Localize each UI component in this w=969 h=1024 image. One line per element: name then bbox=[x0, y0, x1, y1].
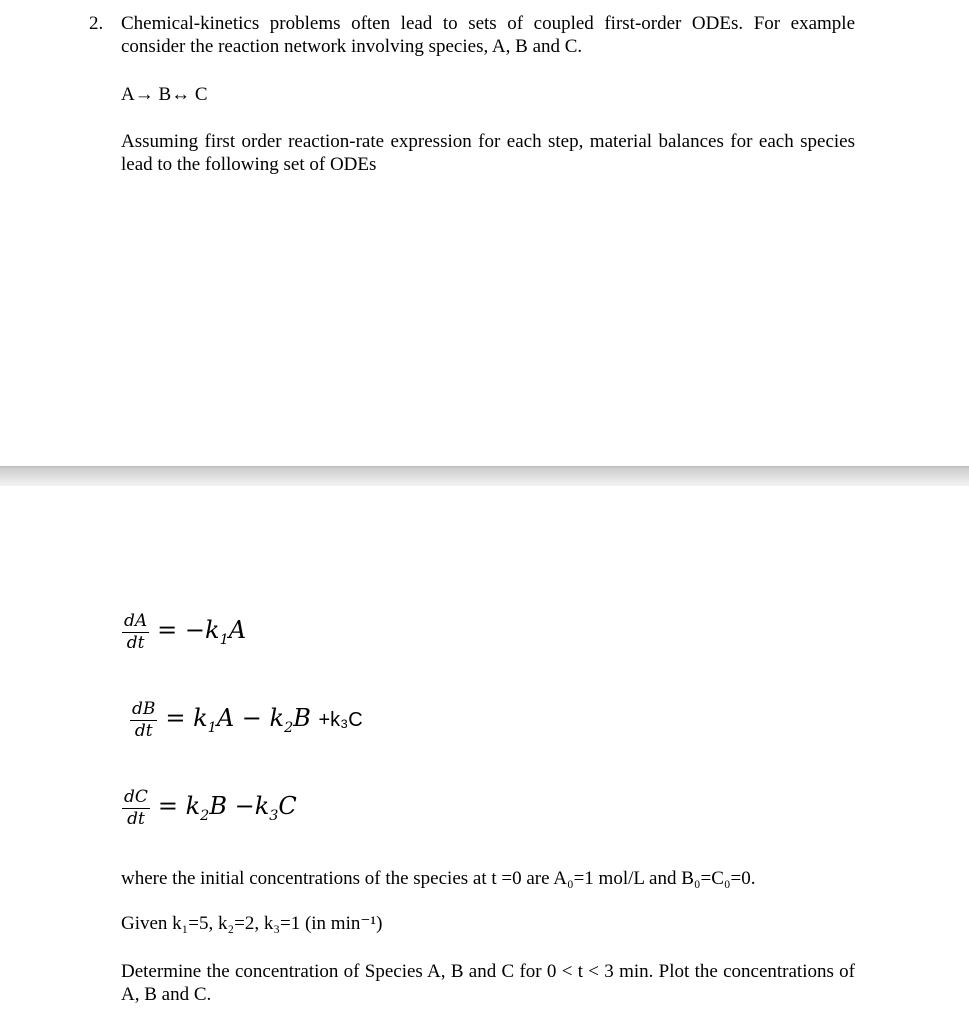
denominator-dt: dt bbox=[134, 721, 153, 741]
reaction-network: A→ B↔ C bbox=[121, 84, 208, 105]
numerator-db: dB bbox=[132, 699, 156, 719]
fraction-db-dt bbox=[130, 700, 157, 740]
task-paragraph: Determine the concentration of Species A, B and C for 0 < t < 3 min. Plot the concentrations of A, B and C. bbox=[121, 961, 855, 1005]
given-rate-constants: Given k₁=5, k₂=2, k₃=1 (in min⁻¹) bbox=[121, 913, 383, 934]
equation-db-dt bbox=[130, 700, 363, 740]
assumption-paragraph: Assuming first order reaction-rate expression for each step, material balances for each species lead to the following set of ODEs bbox=[121, 131, 855, 175]
equation-dc-dt bbox=[122, 788, 297, 828]
numerator-dc: dC bbox=[124, 787, 148, 807]
initial-conditions: where the initial concentrations of the species at t =0 are A₀=1 mol/L and B₀=C₀=0. bbox=[121, 868, 756, 889]
rhs-db: = $k_1A - k_2B +k_3C$ bbox=[165, 704, 363, 736]
fraction-da-dt bbox=[122, 612, 149, 652]
denominator-dt: dt bbox=[127, 809, 145, 829]
rhs-da: = $-k_1A$ bbox=[157, 616, 247, 648]
page-separator bbox=[0, 466, 969, 486]
intro-paragraph: Chemical-kinetics problems often lead to sets of coupled first-order ODEs. For example consider the reaction network involving species, A, B and C. bbox=[121, 13, 855, 57]
numerator-da: dA bbox=[124, 611, 148, 631]
rhs-dc: = $k_2B -k_3C$ bbox=[157, 792, 297, 824]
rhs-db-tail: +k₃C bbox=[318, 709, 363, 732]
question-number: 2. bbox=[89, 13, 104, 34]
denominator-dt: dt bbox=[126, 633, 145, 653]
equation-da-dt bbox=[122, 612, 246, 652]
fraction-dc-dt bbox=[122, 788, 150, 828]
